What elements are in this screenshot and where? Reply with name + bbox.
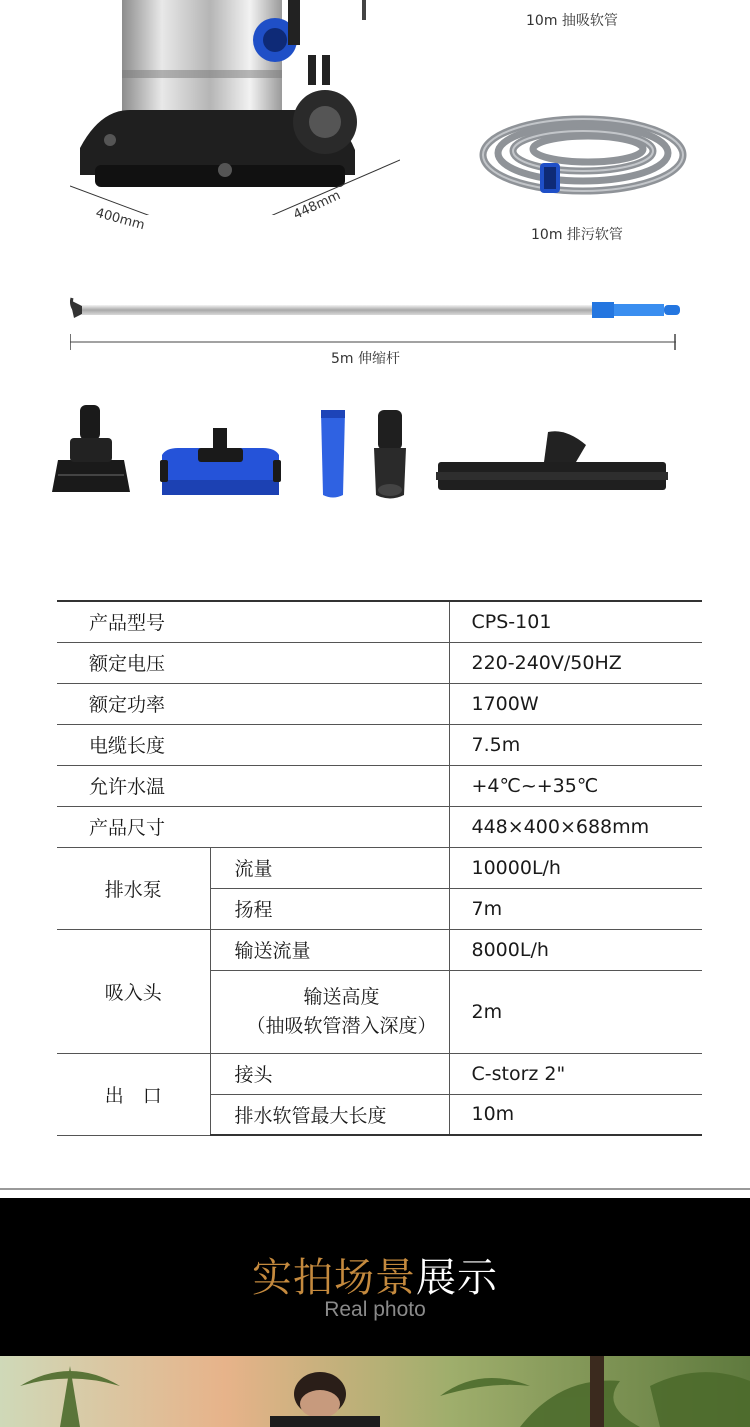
table-row [57,806,702,847]
spec-value: +4℃~+35℃ [449,765,702,806]
spec-value: 448×400×688mm [449,806,702,847]
banner-subtitle: Real photo [324,1298,426,1321]
spec-value: C-storz 2" [449,1053,702,1094]
spec-sub-note: （抽吸软管潜入深度） [246,1014,437,1037]
spec-value: 7m [449,888,702,929]
spec-value: CPS-101 [449,601,702,642]
drain-hose-label: 10m 排污软管 [531,227,623,243]
spec-label: 产品尺寸 [57,806,449,847]
spec-label: 额定功率 [57,683,449,724]
crevice-nozzle-blue-image [316,400,350,505]
spec-group-label: 吸入头 [57,929,210,1053]
squeegee-nozzle-image [50,400,132,505]
vacuum-unit-image [70,0,400,215]
spec-label: 产品型号 [57,601,449,642]
spec-sub-label: 流量 [210,847,449,888]
banner-title [0,1246,750,1303]
spec-group-label: 出 口 [57,1053,210,1135]
table-row [57,601,702,642]
spec-value: 7.5m [449,724,702,765]
spec-table [57,600,702,1136]
suction-hose-label: 10m 抽吸软管 [526,13,618,29]
depth-dimension-label: 448mm [291,188,343,223]
wide-floor-nozzle-image [436,400,668,505]
spec-sub-label: 排水软管最大长度 [210,1094,449,1135]
width-dimension-label: 400mm [93,205,147,234]
spec-sub-label-multiline [210,970,449,1053]
table-row [57,642,702,683]
table-row [57,683,702,724]
spec-value: 220-240V/50HZ [449,642,702,683]
spec-label: 额定电压 [57,642,449,683]
table-row [57,929,702,970]
round-nozzle-image [370,400,410,505]
spec-value: 10000L/h [449,847,702,888]
spec-label: 电缆长度 [57,724,449,765]
drain-hose-image [468,105,688,200]
banner-title-white: 展示 [416,1255,498,1301]
spec-value: 2m [449,970,702,1053]
section-divider [0,1188,750,1190]
spec-group-label: 排水泵 [57,847,210,929]
spec-sub-label: 输送高度 [303,985,380,1008]
table-row [57,847,702,888]
table-row [57,1053,702,1094]
real-photo-banner [0,1198,750,1358]
spec-value: 1700W [449,683,702,724]
banner-title-gold: 实拍场景 [252,1255,416,1301]
floor-brush-blue-image [158,400,283,505]
spec-sub-label: 扬程 [210,888,449,929]
table-row [57,765,702,806]
spec-value: 8000L/h [449,929,702,970]
table-row [57,724,702,765]
telescopic-pole-label: 5m 伸缩杆 [331,351,400,367]
spec-sub-label: 输送流量 [210,929,449,970]
telescopic-pole-image [60,292,690,332]
spec-sub-label: 接头 [210,1053,449,1094]
spec-value: 10m [449,1094,702,1135]
scene-photo [0,1356,750,1427]
spec-label: 允许水温 [57,765,449,806]
product-accessories-section [0,0,750,560]
